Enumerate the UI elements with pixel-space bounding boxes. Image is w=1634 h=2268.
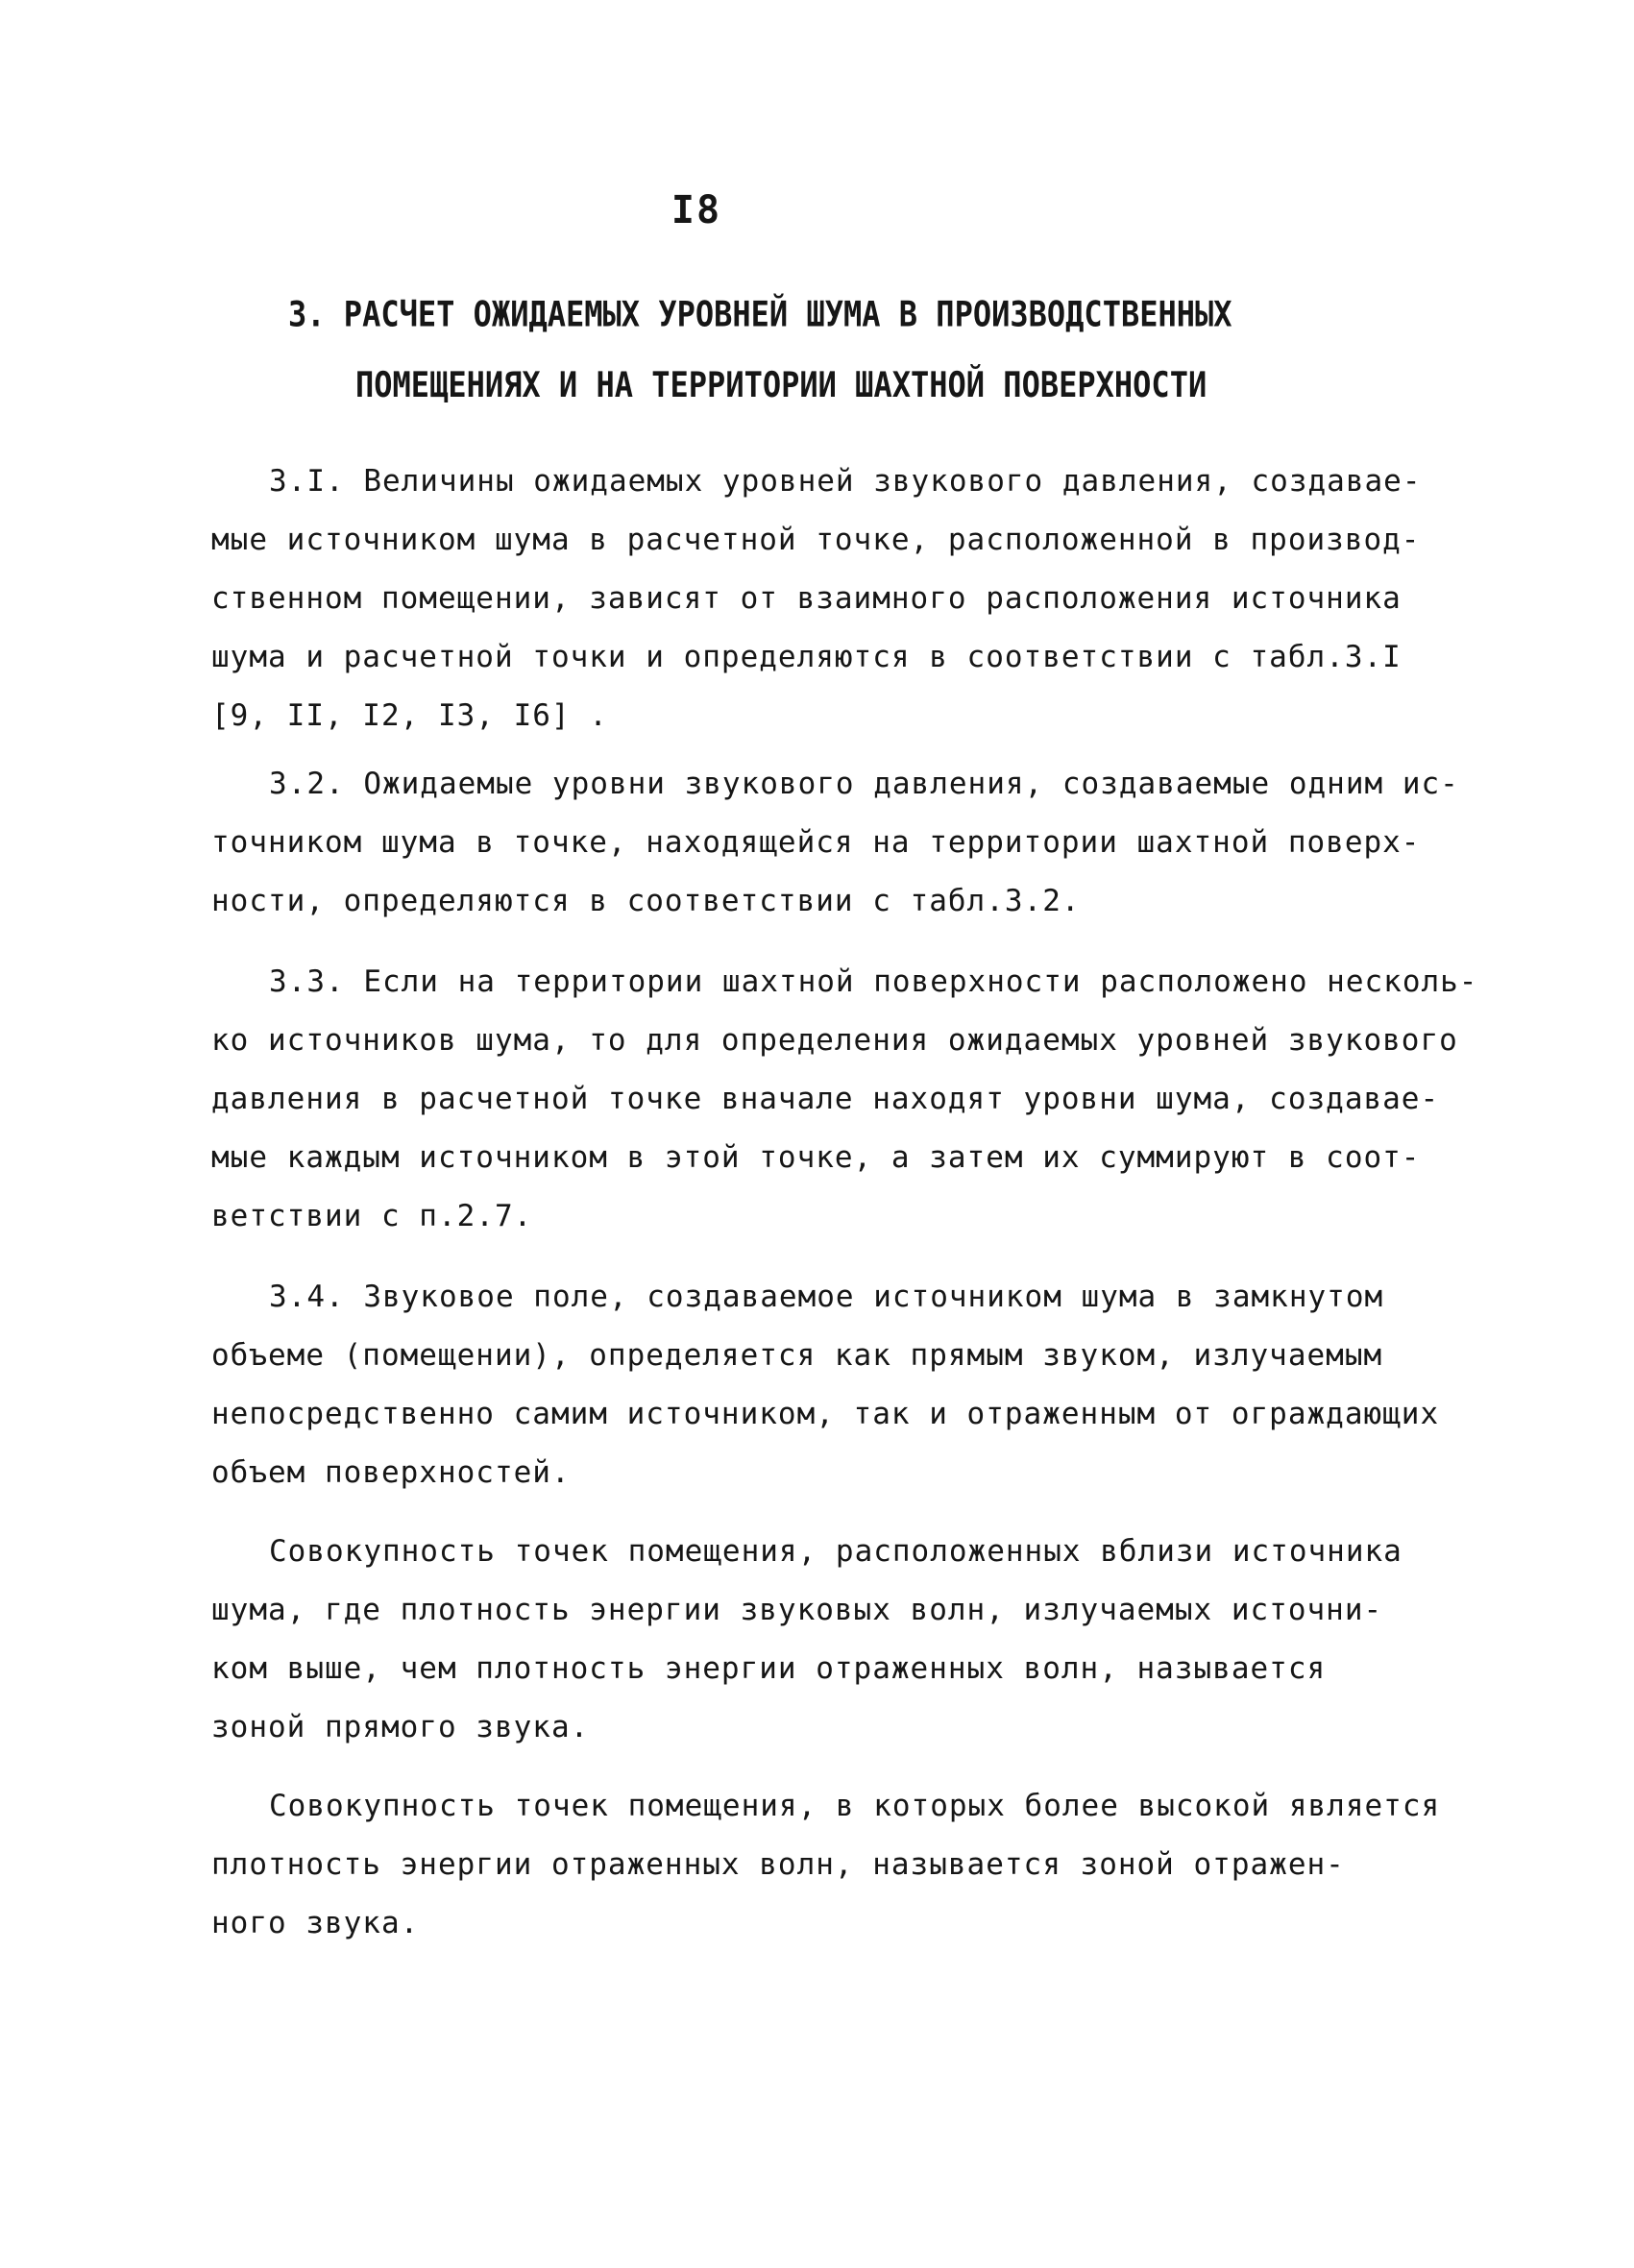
paragraph-line: 3.I. Величины ожидаемых уровней звукового давления, создавае- [269, 464, 1422, 499]
paragraph-direct-sound-zone [211, 1523, 1451, 1757]
paragraph-3-1 [211, 452, 1451, 745]
page-number: I8 [671, 188, 722, 232]
paragraph-line: зоной прямого звука. [211, 1710, 590, 1744]
paragraph-line: ного звука. [211, 1906, 420, 1940]
section-heading [288, 279, 1345, 420]
paragraph-line: ветствии с п.2.7. [211, 1199, 533, 1233]
paragraph-line: 3.4. Звуковое поле, создаваемое источником шума в замкнутом [269, 1280, 1384, 1314]
paragraph-line: 3.3. Если на территории шахтной поверхности расположено несколь- [269, 964, 1478, 999]
paragraph-3-2 [211, 755, 1459, 931]
paragraph-line: ственном помещении, зависят от взаимного расположения источника [211, 581, 1402, 616]
paragraph-line: мые каждым источником в этой точке, а затем их суммируют в соот- [211, 1140, 1421, 1175]
paragraph-line: плотность энергии отраженных волн, называется зоной отражен- [211, 1847, 1345, 1882]
paragraph-line: ности, определяются в соответствии с табл.3.2. [211, 884, 1081, 918]
paragraph-line: непосредственно самим источником, так и отраженным от ограждающих [211, 1397, 1440, 1431]
paragraph-line: давления в расчетной точке вначале находят уровни шума, создавае- [211, 1082, 1440, 1116]
heading-line-1: 3. РАСЧЕТ ОЖИДАЕМЫХ УРОВНЕЙ ШУМА В ПРОИЗВОДСТВЕННЫХ [288, 292, 1232, 335]
paragraph-line: Совокупность точек помещения, расположенных вблизи источника [269, 1534, 1402, 1569]
paragraph-line: шума и расчетной точки и определяются в соответствии с табл.3.I [211, 640, 1402, 674]
paragraph-line: ко источников шума, то для определения ожидаемых уровней звукового [211, 1023, 1458, 1058]
paragraph-line: Совокупность точек помещения, в которых более высокой является [269, 1789, 1441, 1823]
heading-line-2: ПОМЕЩЕНИЯХ И НА ТЕРРИТОРИИ ШАХТНОЙ ПОВЕРХНОСТИ [355, 363, 1207, 406]
paragraph-line: мые источником шума в расчетной точке, расположенной в производ- [211, 523, 1421, 557]
paragraph-3-4 [211, 1268, 1451, 1502]
paragraph-line: объеме (помещении), определяется как прямым звуком, излучаемым [211, 1338, 1383, 1373]
paragraph-line: ком выше, чем плотность энергии отраженных волн, называется [211, 1651, 1327, 1686]
paragraph-line: шума, где плотность энергии звуковых волн, излучаемых источни- [211, 1593, 1383, 1627]
paragraph-line: 3.2. Ожидаемые уровни звукового давления, создаваемые одним ис- [269, 767, 1459, 801]
paragraph-line: объем поверхностей. [211, 1455, 571, 1490]
paragraph-line: [9, II, I2, I3, I6] . [211, 698, 608, 733]
paragraph-line: точником шума в точке, находящейся на территории шахтной поверх- [211, 825, 1421, 860]
paragraph-reflected-sound-zone [211, 1777, 1451, 1953]
paragraph-3-3 [211, 953, 1478, 1246]
